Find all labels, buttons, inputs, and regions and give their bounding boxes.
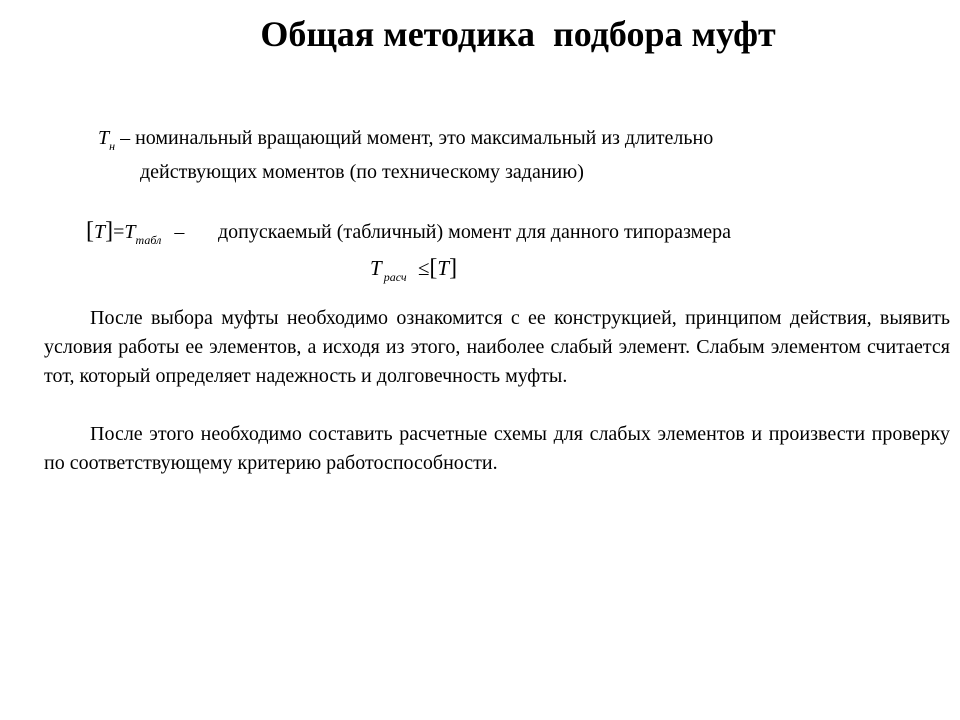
body-paragraph: После выбора муфты необходимо ознакомится с ее конструкцией, принципом действия, выявить условия работы ее элементов, а исходя из этого, наиболее слабый элемент. Слабым элементом считается тот, который определяет надежность и долговечность муфты. xyxy=(44,307,950,387)
formula-rhs-symbol: T xyxy=(124,221,136,243)
condition-rhs-symbol: T xyxy=(437,256,450,280)
allowable-torque-definition: допускаемый (табличный) момент для данного типоразмера xyxy=(218,221,731,243)
slide-title: Общая методика подбора муфт xyxy=(260,14,776,54)
strength-condition xyxy=(370,256,457,289)
formula-right-bracket: ] xyxy=(105,218,114,244)
condition-lhs-subscript: расч xyxy=(383,270,407,284)
nominal-torque-line-2 xyxy=(140,160,584,184)
nominal-torque-definition-2: действующих моментов (по техническому заданию) xyxy=(140,161,584,183)
nominal-torque-definition-1: – номинальный вращающий момент, это максимальный из длительно xyxy=(120,127,714,149)
condition-left-bracket: [ xyxy=(429,255,438,281)
formula-dash: – xyxy=(174,221,185,243)
nominal-torque-symbol: T xyxy=(98,127,110,149)
condition-relation: ≤ xyxy=(417,256,430,280)
body-paragraph: После этого необходимо составить расчетные схемы для слабых элементов и произвести проверку по соответствующему критерию работоспособности. xyxy=(44,423,950,474)
formula-rhs-subscript: табл xyxy=(135,233,162,247)
nominal-torque-line-1 xyxy=(98,126,713,158)
formula-left-bracket: [ xyxy=(86,218,94,244)
formula-symbol: T xyxy=(94,221,106,243)
formula-equals: = xyxy=(113,221,125,243)
allowable-torque-formula xyxy=(86,219,184,252)
condition-lhs-symbol: T xyxy=(370,256,382,280)
nominal-torque-subscript: н xyxy=(109,139,116,153)
condition-right-bracket: ] xyxy=(449,255,458,281)
